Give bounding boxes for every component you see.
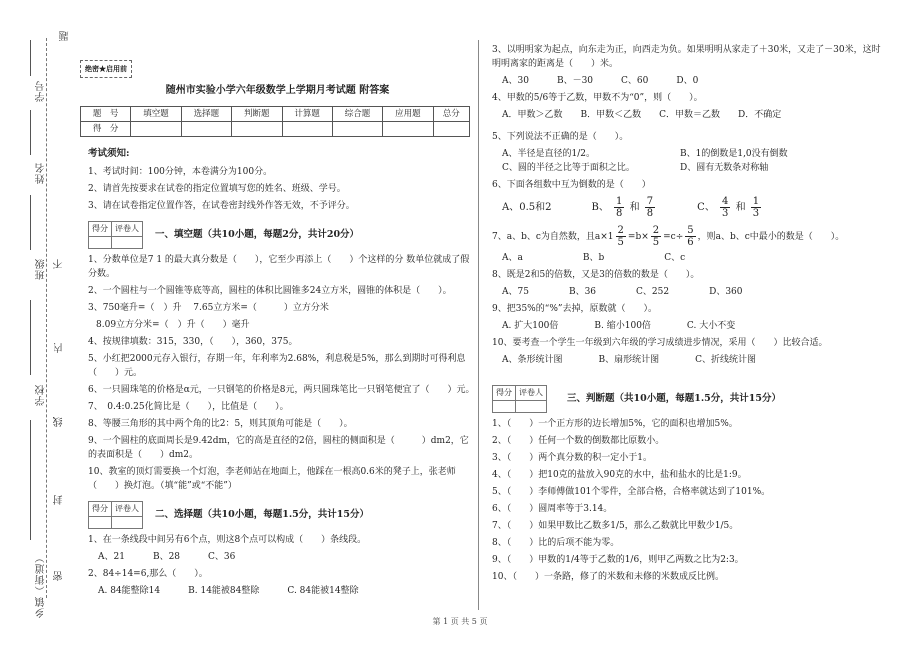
option[interactable]: C、圆的半径之比等于面积之比。 — [502, 163, 635, 173]
scorer-box-blank[interactable] — [89, 517, 112, 529]
and-word: 和 — [735, 202, 746, 213]
scorer-box — [88, 501, 143, 529]
column-divider — [478, 40, 479, 610]
option[interactable]: A、半径是直径的1/2。 — [502, 149, 595, 159]
fraction — [645, 196, 655, 219]
field-town-line — [30, 420, 31, 540]
section1-header — [88, 221, 475, 249]
question-item: 5、小红把2000元存入银行，存期一年，年利率为2.68%，利息税是5%，那么到期时可得利息（ ）元。 — [88, 354, 466, 378]
question-item: 3、（ ）两个真分数的积一定小于1。 — [492, 453, 652, 463]
binding-label: 不 — [54, 258, 65, 269]
right-column — [484, 40, 884, 587]
score-cell: 总分 — [433, 107, 469, 122]
score-table-score-row — [81, 122, 470, 137]
option[interactable]: B、36 — [568, 287, 597, 297]
options-row — [98, 584, 475, 598]
field-student-id-line — [30, 40, 31, 76]
question-item: 8、（ ）比的后项不能为零。 — [492, 538, 620, 548]
equation-text: =c÷ — [663, 231, 684, 242]
question-item: 8.09立方分米=（ ）升（ ）毫升 — [96, 320, 250, 330]
question-item: 6、（ ）圆周率等于3.14。 — [492, 504, 613, 514]
option-letter: B、 — [591, 202, 609, 213]
options-row — [502, 285, 884, 299]
field-class-line — [30, 195, 31, 250]
field-student-id-label: 学号 — [36, 80, 47, 102]
scorer-box-score: 得分 — [89, 222, 112, 237]
scorer-box-blank[interactable] — [112, 237, 143, 249]
question-item — [492, 225, 884, 248]
scorer-box-score: 得分 — [493, 386, 516, 401]
denominator: 3 — [722, 208, 729, 219]
score-row-label: 得 分 — [81, 122, 131, 137]
notice-item: 1、考试时间：100分钟，本卷满分为100分。 — [88, 167, 273, 177]
options-row — [502, 319, 884, 333]
denominator: 3 — [752, 208, 760, 219]
question-item: 4、甲数的5/6等于乙数，甲数不为“0”，则（ ）。 — [492, 93, 703, 103]
page-title: 随州市实验小学六年级数学上学期月考试题 附答案 — [165, 85, 390, 96]
score-table-header-row — [81, 107, 470, 122]
question-item: 7、（ ）如果甲数比乙数多1/5，那么乙数就比甲数少1/5。 — [492, 521, 739, 531]
question-item: 4、（ ）把10克的盐放入90克的水中，盐和盐水的比是1:9。 — [492, 470, 747, 480]
option[interactable]: B、b — [582, 253, 605, 263]
option[interactable]: B、1的倒数是1,0没有倒数 — [680, 149, 788, 159]
denominator: 6 — [687, 237, 694, 248]
option[interactable]: C、折线统计图 — [695, 355, 757, 365]
options-row — [502, 74, 884, 88]
question-item: 2、（ ）任何一个数的倒数都比原数小。 — [492, 436, 665, 446]
question-item: 6、下面各组数中互为倒数的是（ ） — [492, 180, 651, 190]
option[interactable] — [592, 196, 658, 219]
question-item: 3、以明明家为起点，向东走为正，向西走为负。如果明明从家走了＋30米，又走了－30米，这时明明离家的距离是（ ）米。 — [492, 45, 881, 69]
score-input-cell[interactable] — [131, 122, 181, 137]
options-row — [98, 550, 475, 564]
question-item: 3、750毫升=（ ）升 7.65立方米=（ ）立方分米 — [88, 303, 329, 313]
option[interactable]: A．甲数＞乙数 — [502, 110, 563, 120]
q7-prefix: 7、a、b、c为自然数，且a×1 — [492, 231, 614, 242]
denominator: 8 — [616, 208, 623, 219]
question-item: 5、下列说法不正确的是（ ）。 — [492, 132, 629, 142]
score-input-cell[interactable] — [383, 122, 433, 137]
question-item: 6、一只圆珠笔的价格是α元，一只钢笔的价格是8元，两只圆珠笔比一只钢笔便宜了（ ）元。 — [88, 385, 475, 395]
notice-item: 3、请在试卷指定位置作答，在试卷密封线外作答无效，不予评分。 — [88, 201, 355, 211]
denominator: 5 — [652, 237, 660, 248]
field-name-line — [30, 110, 31, 155]
scorer-box — [492, 385, 547, 413]
option[interactable]: C、252 — [636, 287, 670, 297]
section2-title: 二、选择题（共10小题，每题1.5分，共计15分） — [155, 509, 369, 520]
options-row — [502, 251, 884, 265]
question-item: 8、既是2和5的倍数，又是3的倍数的数是（ ）。 — [492, 270, 700, 280]
scorer-box-grader: 评卷人 — [516, 386, 547, 401]
question-item: 1、（ ）一个正方形的边长增加5%，它的面积也增加5%。 — [492, 419, 738, 429]
option[interactable]: C. 大小不变 — [686, 321, 736, 331]
binding-margin — [0, 0, 71, 650]
score-input-cell[interactable] — [433, 122, 469, 137]
seal-line — [46, 38, 47, 598]
question-item: 4、按规律填数：315，330，（ ），360，375。 — [88, 337, 298, 347]
section3-title: 三、判断题（共10小题，每题1.5分，共计15分） — [567, 393, 781, 404]
scorer-box-blank[interactable] — [89, 237, 112, 249]
option[interactable]: C、36 — [208, 552, 236, 562]
question-item: 9、把35%的“%”去掉，原数就（ ）。 — [492, 304, 657, 314]
numerator: 2 — [652, 225, 660, 236]
score-cell: 题 号 — [81, 107, 131, 122]
option-letter: C、 — [697, 202, 715, 213]
options-row — [502, 147, 884, 161]
section3-header — [492, 385, 884, 413]
option[interactable]: A、a — [502, 253, 523, 263]
field-class-label: 班级 — [36, 258, 47, 280]
field-school-line — [30, 300, 31, 375]
confidential-badge: 绝密★启用前 — [80, 60, 132, 78]
score-input-cell[interactable] — [282, 122, 332, 137]
question-item: 9、一个圆柱的底面周长是9.42dm，它的高是直径的2倍，圆柱的侧面积是（ ）dm2，它的表面积是（ ）dm2。 — [88, 436, 469, 460]
question-item: 9、（ ）甲数的1/4等于乙数的1/6，则甲乙两数之比为2:3。 — [492, 555, 744, 565]
field-name-label: 姓名 — [36, 162, 47, 184]
fraction — [616, 225, 626, 248]
scorer-box-score: 得分 — [89, 502, 112, 517]
options-row — [502, 108, 884, 122]
fraction — [651, 225, 661, 248]
option[interactable]: A. 84能整除14 — [98, 586, 161, 596]
question-item: 10、教室的顶灯需要换一个灯泡，李老师站在地面上，他踩在一根高0.6米的凳子上，张老师（ ）换灯泡。（填“能”或“不能”） — [88, 467, 456, 491]
equation-text: =b× — [627, 231, 649, 242]
fraction — [685, 225, 695, 248]
left-column — [80, 40, 475, 598]
question-item: 10、（ ）一条路，修了的米数和未修的米数成反比例。 — [492, 572, 724, 582]
notice-item: 2、请首先按要求在试卷的指定位置填写您的姓名、班级、学号。 — [88, 184, 346, 194]
score-cell: 综合题 — [332, 107, 382, 122]
score-cell: 计算题 — [282, 107, 332, 122]
question-item: 2、84÷14=6,那么（ ）。 — [88, 569, 208, 579]
scorer-box-blank[interactable] — [112, 517, 143, 529]
option[interactable]: B. 14能被84整除 — [188, 586, 260, 596]
options-row — [502, 196, 884, 219]
scorer-box-grader: 评卷人 — [112, 222, 143, 237]
q7-suffix: ，则a、b、c中最小的数是（ ）。 — [697, 231, 845, 242]
option[interactable]: B. 缩小100倍 — [594, 321, 651, 331]
field-town-label: 乡镇（街道） — [36, 552, 47, 618]
denominator: 8 — [646, 208, 654, 219]
denominator: 5 — [617, 237, 624, 248]
score-input-cell[interactable] — [181, 122, 231, 137]
option[interactable]: B、扇形统计图 — [598, 355, 660, 365]
question-item: 8、等腰三角形的其中两个角的比2：5，则其顶角可能是（ ）。 — [88, 419, 353, 429]
option[interactable]: A、30 — [502, 76, 529, 86]
binding-label: 内 — [54, 342, 65, 353]
score-cell: 填空题 — [131, 107, 181, 122]
binding-label: 线 — [54, 416, 65, 427]
section2-header — [88, 501, 475, 529]
option[interactable]: A、21 — [98, 552, 125, 562]
option[interactable]: B、－30 — [556, 76, 594, 86]
binding-label: 密 — [54, 570, 65, 581]
score-input-cell[interactable] — [232, 122, 282, 137]
option[interactable]: B、28 — [152, 552, 181, 562]
option[interactable]: C．甲数＝乙数 — [659, 110, 721, 120]
numerator: 4 — [722, 196, 729, 207]
option[interactable]: D、360 — [709, 287, 743, 297]
score-cell: 应用题 — [383, 107, 433, 122]
numerator: 2 — [617, 225, 624, 236]
option[interactable]: D．不确定 — [738, 110, 782, 120]
score-cell: 选择题 — [181, 107, 231, 122]
option[interactable] — [697, 196, 763, 219]
section1-title: 一、填空题（共10小题，每题2分，共计20分） — [155, 229, 360, 240]
question-item: 1、在一条线段中间另有6个点，则这8个点可以构成（ ）条线段。 — [88, 535, 367, 545]
question-item: 5、（ ）李师傅做101个零件，全部合格，合格率就达到了101%。 — [492, 487, 771, 497]
binding-label: 题 — [60, 30, 71, 41]
option[interactable]: C、c — [664, 253, 686, 263]
score-table — [80, 106, 470, 137]
scorer-box — [88, 221, 143, 249]
numerator: 1 — [752, 196, 760, 207]
fraction — [614, 196, 624, 219]
score-cell: 判断题 — [232, 107, 282, 122]
scorer-box-grader: 评卷人 — [112, 502, 143, 517]
option[interactable]: A. 扩大100倍 — [502, 321, 559, 331]
question-item: 1、分数单位是7 1 的最大真分数是（ ），它至少再添上（ ）个这样的分 数单位就成了假分数。 — [88, 255, 470, 279]
binding-label: 封 — [54, 494, 65, 505]
option[interactable]: A、0.5和2 — [502, 201, 552, 213]
option[interactable]: A、条形统计图 — [502, 355, 563, 365]
option[interactable]: C. 84能被14整除 — [287, 586, 359, 596]
numerator: 1 — [616, 196, 623, 207]
field-school-label: 学校 — [36, 384, 47, 406]
options-row — [502, 353, 884, 367]
page-footer: 第 1 页 共 5 页 — [432, 617, 488, 626]
question-item: 7、 0.4:0.25化简比是（ ），比值是（ ）。 — [88, 402, 289, 412]
scorer-box-blank[interactable] — [493, 401, 516, 413]
question-item: 2、一个圆柱与一个圆锥等底等高，圆柱的体积比圆锥多24立方米，圆锥的体积是（ ）。 — [88, 286, 452, 296]
option[interactable]: A、75 — [502, 287, 529, 297]
options-row — [502, 161, 884, 175]
score-input-cell[interactable] — [332, 122, 382, 137]
question-item: 10、要考查一个学生一年级到六年级的学习成绩进步情况，采用（ ）比较合适。 — [492, 338, 828, 348]
option[interactable]: D、0 — [676, 76, 699, 86]
numerator: 7 — [646, 196, 654, 207]
notice-heading: 考试须知: — [88, 148, 130, 159]
and-word: 和 — [629, 202, 640, 213]
option[interactable]: C、60 — [621, 76, 649, 86]
fraction — [720, 196, 730, 219]
option[interactable]: D、圆有无数条对称轴 — [680, 163, 769, 173]
numerator: 5 — [687, 225, 694, 236]
scorer-box-blank[interactable] — [516, 401, 547, 413]
option[interactable]: B．甲数＜乙数 — [580, 110, 642, 120]
fraction — [751, 196, 761, 219]
